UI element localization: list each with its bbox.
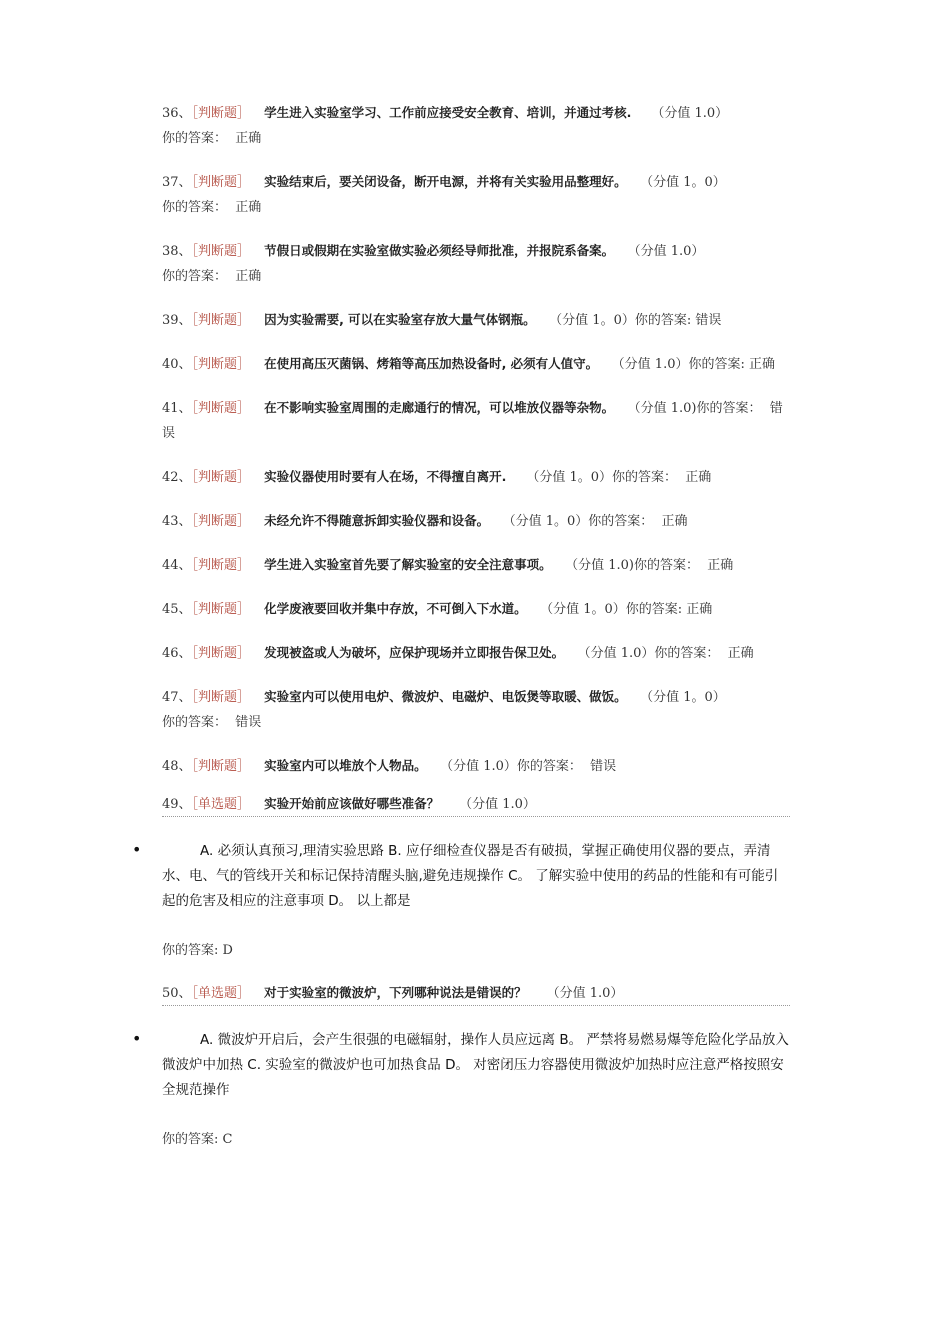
answer-value: 正确	[686, 602, 713, 617]
question-41	[162, 395, 790, 446]
question-stem: 节假日或假期在实验室做实验必须经导师批准，并报院系备案。	[264, 243, 615, 258]
question-49-answer	[162, 940, 790, 962]
answer-label: 你的答案:	[688, 357, 745, 372]
question-36	[162, 100, 790, 151]
question-stem: 学生进入实验室首先要了解实验室的安全注意事项。	[264, 557, 552, 572]
question-type-tag: ［判断题］	[191, 106, 251, 121]
answer-value: 正确	[235, 131, 262, 146]
answer-value: 错误	[235, 715, 262, 730]
answer-label: 你的答案：	[162, 269, 228, 284]
question-points: （分值 1。0）	[526, 470, 612, 485]
question-type-tag: ［判断题］	[191, 244, 251, 259]
question-stem: 发现被盗或人为破坏，应保护现场并立即报告保卫处。	[264, 645, 565, 660]
question-type-tag: ［判断题］	[191, 759, 251, 774]
answer-label: 你的答案：	[588, 514, 654, 529]
question-type-tag: ［判断题］	[191, 690, 251, 705]
answer-value: 正确	[685, 470, 712, 485]
question-44	[162, 552, 790, 578]
question-points: （分值 1.0）	[634, 244, 705, 259]
question-points: （分值 1.0）	[618, 357, 689, 372]
question-37	[162, 169, 790, 220]
question-number: 49、	[162, 797, 192, 812]
answer-label: 你的答案:	[634, 313, 692, 328]
question-47	[162, 684, 790, 735]
answer-label: 你的答案:	[162, 943, 219, 958]
answer-label: 你的答案：	[162, 200, 228, 215]
question-points: （分值 1.0)	[571, 558, 634, 573]
question-number: 38、	[162, 244, 192, 259]
bullet-icon: •	[132, 1029, 142, 1048]
answer-label: 你的答案：	[516, 759, 582, 774]
question-type-tag: ［判断题］	[191, 313, 251, 328]
answer-value: D	[222, 943, 233, 958]
question-50-answer	[162, 1129, 790, 1151]
answer-label: 你的答案：	[654, 646, 720, 661]
question-type-tag: ［判断题］	[191, 646, 251, 661]
question-number: 46、	[162, 646, 192, 661]
answer-value: 错误	[695, 313, 722, 328]
question-stem: 因为实验需要, 可以在实验室存放大量气体钢瓶。	[264, 312, 536, 327]
question-points: （分值 1。0）	[546, 602, 626, 617]
question-stem: 实验室内可以使用电炉、微波炉、电磁炉、电饭煲等取暖、做饭。	[264, 689, 627, 704]
question-type-tag: ［判断题］	[191, 602, 251, 617]
question-type-tag: ［判断题］	[191, 175, 251, 190]
question-points: （分值 1.0)	[634, 401, 697, 416]
question-type-tag: ［判断题］	[191, 357, 251, 372]
question-type-tag: ［单选题］	[191, 986, 251, 1001]
question-number: 48、	[162, 759, 192, 774]
answer-value: 正确	[707, 558, 734, 573]
answer-label: 你的答案：	[162, 131, 228, 146]
document-body	[132, 100, 790, 1151]
question-number: 41、	[162, 401, 192, 416]
question-stem: 实验开始前应该做好哪些准备？	[264, 796, 440, 811]
question-50-options	[132, 1028, 790, 1103]
question-49-header	[162, 793, 790, 817]
answer-label: 你的答案：	[162, 715, 228, 730]
question-stem: 学生进入实验室学习、工作前应接受安全教育、培训，并通过考核.	[264, 105, 632, 120]
answer-value: 正确	[661, 514, 688, 529]
question-50-header	[162, 982, 790, 1006]
question-number: 40、	[162, 357, 192, 372]
question-number: 44、	[162, 558, 192, 573]
question-42	[162, 464, 790, 490]
question-46	[162, 640, 790, 666]
answer-value: C	[222, 1132, 233, 1147]
question-type-tag: ［单选题］	[191, 797, 251, 812]
options-text: A. 必须认真预习,理清实验思路 B. 应仔细检查仪器是否有破损，掌握正确使用仪器的要点，弄清水、电、气的管线开关和标记保持清醒头脑,避免违规操作 C。 了解实验中使用的药品的性能和有可能引起的危害及相应的注意事项 D。 以上都是	[162, 843, 779, 909]
question-stem: 实验仪器使用时要有人在场，不得擅自离开.	[264, 469, 507, 484]
question-stem: 未经允许不得随意拆卸实验仪器和设备。	[264, 513, 490, 528]
question-38	[162, 238, 790, 289]
answer-label: 你的答案:	[162, 1132, 219, 1147]
question-points: （分值 1。0）	[555, 313, 635, 328]
question-39	[162, 307, 790, 333]
question-points: （分值 1.0）	[446, 759, 517, 774]
question-number: 39、	[162, 313, 192, 328]
question-number: 43、	[162, 514, 192, 529]
bullet-icon: •	[132, 840, 142, 859]
answer-label: 你的答案：	[612, 470, 678, 485]
question-45	[162, 596, 790, 622]
question-40	[162, 351, 790, 377]
question-type-tag: ［判断题］	[191, 514, 251, 529]
question-43	[162, 508, 790, 534]
answer-value: 正确	[235, 269, 262, 284]
question-type-tag: ［判断题］	[191, 470, 251, 485]
question-points: （分值 1。0）	[509, 514, 589, 529]
answer-label: 你的答案:	[625, 602, 683, 617]
question-points: （分值 1.0）	[546, 986, 624, 1001]
question-49-options	[132, 839, 790, 914]
question-number: 50、	[162, 986, 192, 1001]
question-stem: 实验室内可以堆放个人物品。	[264, 758, 427, 773]
question-points: （分值 1.0）	[459, 797, 536, 812]
question-stem: 化学废液要回收并集中存放，不可倒入下水道。	[264, 601, 527, 616]
question-stem: 实验结束后，要关闭设备，断开电源，并将有关实验用品整理好。	[264, 174, 627, 189]
question-number: 37、	[162, 175, 192, 190]
question-points: （分值 1.0）	[584, 646, 655, 661]
answer-value: 错误	[162, 401, 783, 441]
question-stem: 在使用高压灭菌锅、烤箱等高压加热设备时, 必须有人值守。	[264, 356, 599, 371]
answer-label: 你的答案：	[633, 558, 699, 573]
answer-value: 错误	[590, 759, 617, 774]
question-number: 45、	[162, 602, 192, 617]
answer-value: 正确	[749, 357, 776, 372]
question-48	[162, 753, 790, 779]
question-stem: 对于实验室的微波炉，下列哪种说法是错误的？	[264, 985, 527, 1000]
question-number: 42、	[162, 470, 192, 485]
question-points: （分值 1。0）	[646, 175, 726, 190]
options-text: A. 微波炉开启后，会产生很强的电磁辐射，操作人员应远离 B。 严禁将易燃易爆等危险化学品放入微波炉中加热 C. 实验室的微波炉也可加热食品 D。 对密闭压力容器使用微波炉加热时应注意严格按照安全规范操作	[162, 1032, 789, 1098]
question-number: 47、	[162, 690, 192, 705]
question-stem: 在不影响实验室周围的走廊通行的情况，可以堆放仪器等杂物。	[264, 400, 615, 415]
question-type-tag: ［判断题］	[191, 558, 251, 573]
question-points: （分值 1。0）	[646, 690, 726, 705]
answer-label: 你的答案：	[696, 401, 762, 416]
question-type-tag: ［判断题］	[191, 401, 251, 416]
question-number: 36、	[162, 106, 192, 121]
answer-value: 正确	[727, 646, 754, 661]
question-points: （分值 1.0）	[651, 106, 729, 121]
answer-value: 正确	[235, 200, 262, 215]
